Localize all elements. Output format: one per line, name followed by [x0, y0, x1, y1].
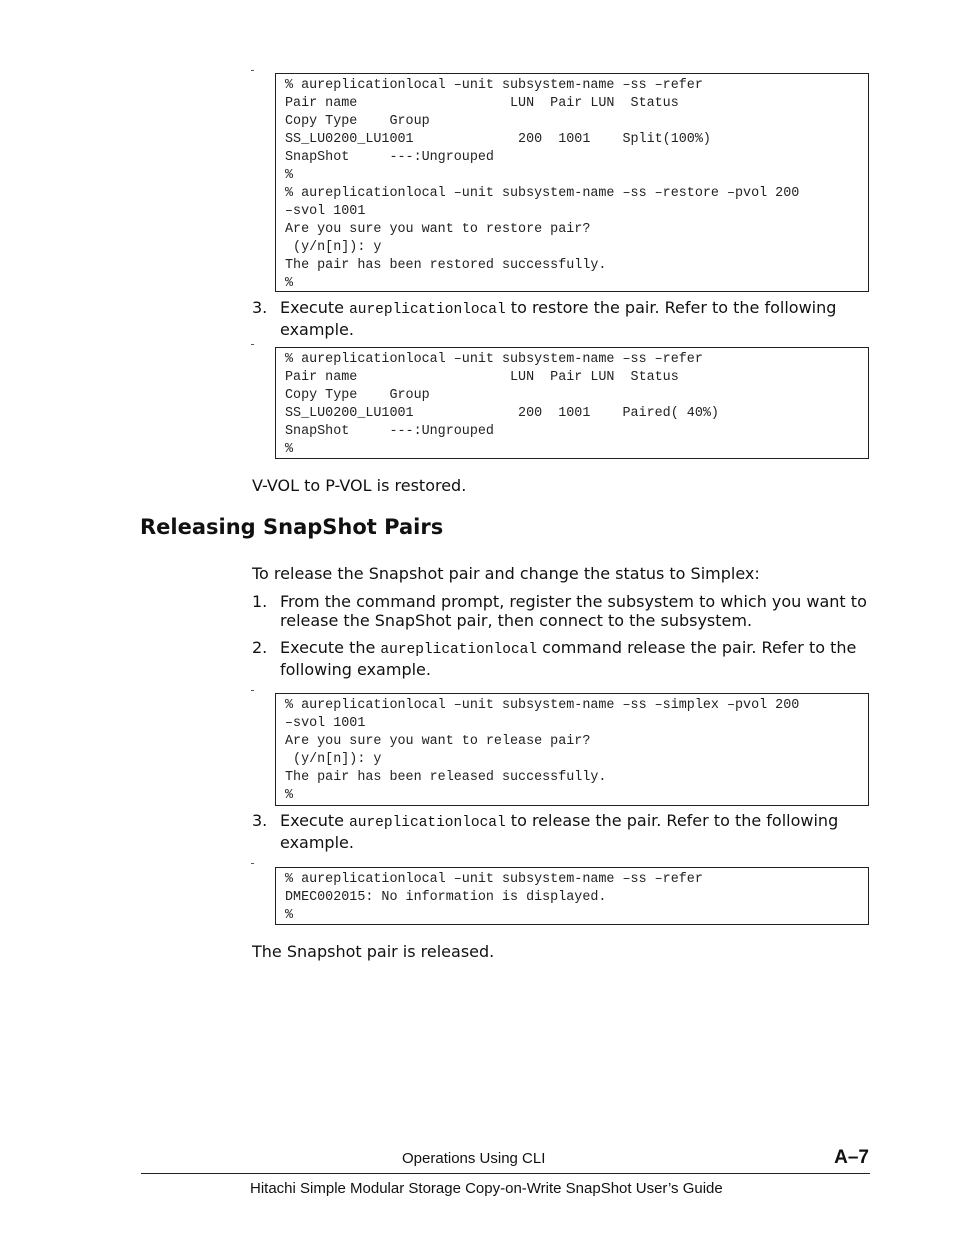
command-name: aureplicationlocal: [349, 302, 506, 318]
command-name: aureplicationlocal: [380, 642, 538, 658]
step-text-pre: Execute: [280, 298, 350, 317]
step-number: 1.: [252, 592, 268, 611]
code-line: % aureplicationlocal –unit subsystem-name –ss –simplex –pvol 200: [285, 698, 800, 713]
code-line: –svol 1001: [285, 204, 366, 219]
step-number: 3.: [252, 298, 268, 317]
code-block-restore: [275, 73, 869, 292]
command-name: aureplicationlocal: [349, 815, 506, 831]
code-line: Copy Type Group: [285, 114, 430, 129]
code-line: –svol 1001: [285, 716, 366, 731]
block-marker: [251, 863, 254, 864]
release-step-3: [252, 811, 872, 852]
code-line: %: [285, 908, 294, 923]
code-line: % aureplicationlocal –unit subsystem-name –ss –restore –pvol 200: [285, 186, 800, 201]
restored-text: V-VOL to P-VOL is restored.: [252, 476, 467, 495]
code-line: SS_LU0200_LU1001 200 1001 Paired( 40%): [285, 406, 719, 421]
code-line: (y/n[n]): y: [285, 240, 382, 255]
code-line: The pair has been released successfully.: [285, 770, 607, 785]
step-text-post: to restore the pair. Refer to the following example.: [280, 298, 837, 339]
block-marker: [251, 344, 254, 345]
code-line: %: [285, 788, 294, 803]
step-number: 3.: [252, 811, 268, 830]
code-line: DMEC002015: No information is displayed.: [285, 890, 607, 905]
code-block-refer-empty: [275, 867, 869, 925]
code-line: %: [285, 168, 294, 183]
page-number: A–7: [834, 1147, 869, 1168]
step-text: From the command prompt, register the subsystem to which you want to release the SnapShot pair, then connect to the subsystem.: [280, 592, 867, 630]
release-step-2: [252, 638, 872, 679]
step-text-pre: Execute: [280, 811, 350, 830]
code-line: % aureplicationlocal –unit subsystem-name –ss –refer: [285, 78, 703, 93]
code-line: % aureplicationlocal –unit subsystem-name –ss –refer: [285, 872, 703, 887]
release-step-1: [252, 592, 872, 630]
footer-chapter: Operations Using CLI: [402, 1150, 546, 1167]
intro-text: To release the Snapshot pair and change the status to Simplex:: [252, 564, 760, 583]
step-number: 2.: [252, 638, 268, 657]
block-marker: [251, 690, 254, 691]
code-line: SS_LU0200_LU1001 200 1001 Split(100%): [285, 132, 711, 147]
section-heading: Releasing SnapShot Pairs: [140, 515, 444, 539]
code-line: SnapShot ---:Ungrouped: [285, 150, 494, 165]
restore-step-3: [252, 298, 872, 339]
code-line: % aureplicationlocal –unit subsystem-name –ss –refer: [285, 352, 703, 367]
code-line: Copy Type Group: [285, 388, 430, 403]
code-block-refer-paired: [275, 347, 869, 459]
code-line: %: [285, 276, 294, 291]
code-block-simplex: [275, 693, 869, 806]
code-line: Pair name LUN Pair LUN Status: [285, 370, 679, 385]
code-line: Pair name LUN Pair LUN Status: [285, 96, 679, 111]
step-text-post: to release the pair. Refer to the following example.: [280, 811, 839, 852]
code-line: %: [285, 442, 294, 457]
code-line: Are you sure you want to restore pair?: [285, 222, 591, 237]
code-line: (y/n[n]): y: [285, 752, 382, 767]
code-line: SnapShot ---:Ungrouped: [285, 424, 494, 439]
block-marker: [251, 70, 254, 71]
footer-guide-title: Hitachi Simple Modular Storage Copy-on-Write SnapShot User’s Guide: [250, 1180, 723, 1197]
step-text-post: command release the pair. Refer to the following example.: [280, 638, 857, 679]
released-text: The Snapshot pair is released.: [252, 942, 495, 961]
step-text-pre: Execute the: [280, 638, 381, 657]
footer-divider: [141, 1173, 870, 1174]
code-line: The pair has been restored successfully.: [285, 258, 607, 273]
code-line: Are you sure you want to release pair?: [285, 734, 591, 749]
